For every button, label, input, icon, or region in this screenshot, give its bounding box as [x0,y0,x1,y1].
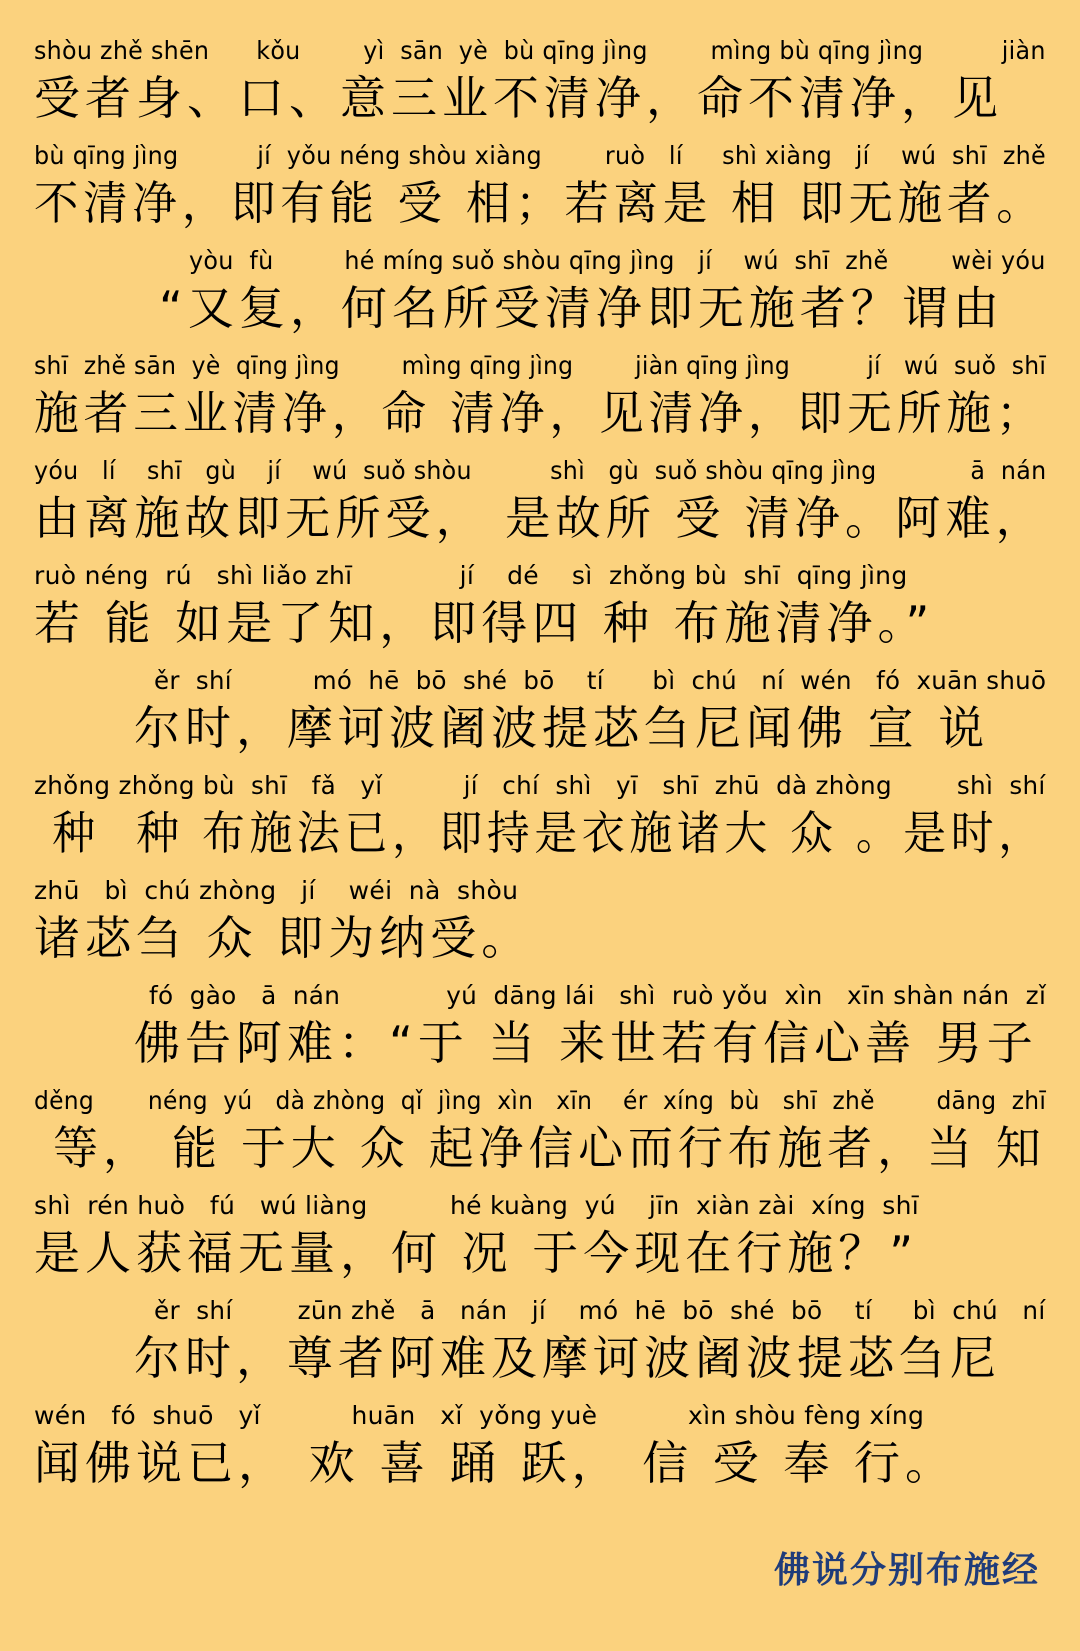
pinyin-row: shī zhě sān yè qīng jìng mìng qīng jìng jiàn qīng jìng jí wú suǒ shī [34,351,1047,380]
pinyin-row: zhū bì chú zhòng jí wéi nà shòu [34,876,519,905]
hanzi-row: 若 能 如是了知，即得四 种 布施清净。” [34,596,935,650]
text-line [34,456,1046,561]
sutra-title: 佛说分别布施经 [773,1549,1040,1591]
hanzi-row: 由离施故即无所受， 是故所 受 清净。阿难， [34,491,1046,545]
text-line [34,981,1046,1086]
hanzi-row: 不清净，即有能 受 相；若离是 相 即无施者。 [34,176,1046,230]
pinyin-row: děng néng yú dà zhòng qǐ jìng xìn xīn ér xíng bù shī zhě dāng zhī [34,1086,1047,1115]
hanzi-row: 受者身、口、意三业不清净，命不清净，见 [34,71,1003,125]
text-line [34,666,1046,771]
hanzi-row: 施者三业清净，命 清净，见清净，即无所施； [34,386,1046,440]
pinyin-row: yòu fù hé míng suǒ shòu qīng jìng jí wú shī zhě wèi yóu [189,246,1046,275]
hanzi-row: 闻佛说已， 欢 喜 踊 跃， 信 受 奉 行。 [34,1436,956,1490]
hanzi-row: 是人获福无量，何 况 于今现在行施？” [34,1226,919,1280]
pinyin-row: ěr shí zūn zhě ā nán jí mó hē bō shé bō tí bì chú ní [154,1296,1046,1325]
pinyin-row: ěr shí mó hē bō shé bō tí bì chú ní wén fó xuān shuō [154,666,1047,695]
text-line [34,141,1046,246]
text-line [34,561,1046,666]
pinyin-row: yóu lí shī gù jí wú suǒ shòu shì gù suǒ shòu qīng jìng ā nán [34,456,1047,485]
hanzi-row: “又复，何名所受清净即无施者？谓由 [159,281,1004,335]
hanzi-row: 种 种 布施法已，即持是衣施诸大 众 。是时， [34,806,1046,860]
text-line [34,1296,1046,1401]
hanzi-row: 诸苾刍 众 即为纳受。 [34,911,533,965]
pinyin-row: ruò néng rú shì liǎo zhī jí dé sì zhǒng bù shī qīng jìng [34,561,908,590]
text-line [34,1401,1046,1506]
text-line [34,36,1046,141]
text-line [34,1086,1046,1191]
text-line [34,771,1046,876]
pinyin-row: wén fó shuō yǐ huān xǐ yǒng yuè xìn shòu fèng xíng [34,1401,925,1430]
pinyin-row: shòu zhě shēn kǒu yì sān yè bù qīng jìng mìng bù qīng jìng jiàn [34,36,1046,65]
hanzi-row: 佛告阿难：“于 当 来世若有信心善 男子 [134,1016,1038,1070]
text-line [34,876,1046,981]
text-line [34,246,1046,351]
hanzi-row: 等， 能 于大 众 起净信心而行布施者，当 知 [34,1121,1046,1175]
hanzi-row: 尔时，摩诃波阇波提苾刍尼闻佛 宣 说 [134,701,990,755]
pinyin-row: shì rén huò fú wú liàng hé kuàng yú jīn xiàn zài xíng shī [34,1191,919,1220]
text-line [34,1191,1046,1296]
pinyin-row: zhǒng zhǒng bù shī fǎ yǐ jí chí shì yī shī zhū dà zhòng shì shí [34,771,1046,800]
pinyin-row: bù qīng jìng jí yǒu néng shòu xiàng ruò lí shì xiàng jí wú shī zhě [34,141,1047,170]
pinyin-row: fó gào ā nán yú dāng lái shì ruò yǒu xìn xīn shàn nán zǐ [149,981,1047,1010]
text-line [34,351,1046,456]
hanzi-row: 尔时，尊者阿难及摩诃波阇波提苾刍尼 [134,1331,1001,1385]
